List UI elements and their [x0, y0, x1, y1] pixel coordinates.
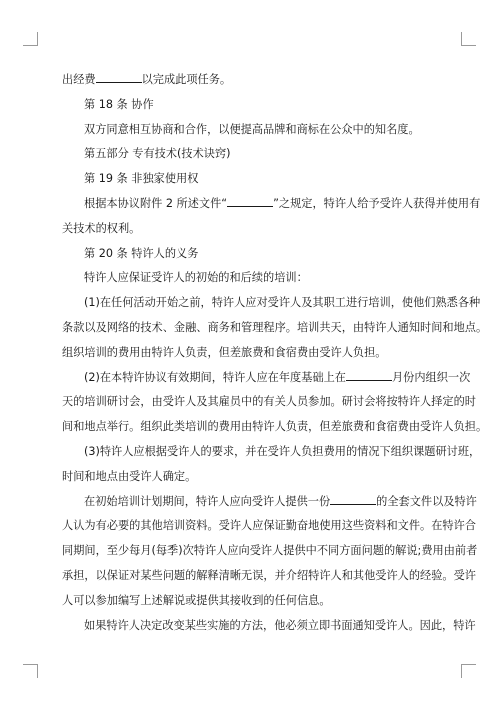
- paragraph-line: 条款以及网络的技术、金融、商务和管理程序。培训共天，由特许人通知时间和地点。: [62, 320, 488, 334]
- crop-mark-bottom-right: [461, 664, 462, 678]
- paragraph-line: 人认为有必要的其他培训资料。受许人应保证勤奋地使用这些资料和文件。在特许合: [62, 519, 476, 533]
- document-page: [62, 68, 488, 638]
- crop-mark-bottom-right: [461, 664, 476, 665]
- paragraph-line: 间和地点举行。组织此类培训的费用由特许人负责，但差旅费和食宿费由受许人负担。: [62, 420, 488, 434]
- paragraph: 特许人应保证受许人的初始的和后续的培训：: [84, 271, 308, 285]
- paragraph-line: 承担，以保证对某些问题的解释清晰无误，并介绍特许人和其他受许人的经验。受许: [62, 568, 476, 582]
- paragraph-line: 时间和地点由受许人确定。: [62, 469, 197, 483]
- crop-mark-top-right: [461, 32, 462, 46]
- fill-in-blank: [96, 71, 142, 83]
- crop-mark-bottom-left: [37, 664, 38, 678]
- article-heading: 第 18 条 协作: [84, 97, 154, 111]
- paragraph-line: 天的培训研讨会，由受许人及其雇员中的有关人员参加。研讨会将按特许人择定的时: [62, 395, 476, 409]
- paragraph-line: (3)特许人应根据受许人的要求，并在受许人负担费用的情况下组织课题研讨班，: [84, 444, 481, 458]
- paragraph-line: 如果特许人决定改变某些实施的方法，他必须立即书面通知受许人。因此，特许: [84, 618, 476, 632]
- article-heading: 第 20 条 特许人的义务: [84, 246, 199, 260]
- crop-mark-top-left: [23, 45, 38, 46]
- paragraph-line: 在初始培训计划期间，特许人应向受许人提供一份 的全套文件以及特许: [84, 494, 477, 508]
- paragraph-line: 组织培训的费用由特许人负责，但差旅费和食宿费由受许人负担。: [62, 345, 387, 359]
- fill-in-blank: [227, 195, 273, 207]
- paragraph-line: (2)在本特许协议有效期间，特许人应在年度基础上在 月份内组织一次: [84, 370, 471, 384]
- fill-in-blank: [346, 369, 392, 381]
- paragraph-line: 关技术的权利。: [62, 221, 141, 235]
- crop-mark-bottom-left: [23, 664, 38, 665]
- paragraph-line: 根据本协议附件 2 所述文件“ ”之规定，特许人给予受许人获得并使用有: [84, 196, 481, 210]
- crop-mark-top-left: [37, 32, 38, 46]
- paragraph: 双方同意相互协商和合作，以便提高品牌和商标在公众中的知名度。: [84, 122, 420, 136]
- paragraph-line: 出经费 以完成此项任务。: [62, 73, 232, 86]
- part-heading: 第五部分 专有技术(技术诀窍): [84, 147, 231, 161]
- fill-in-blank: [330, 493, 376, 505]
- crop-mark-top-right: [461, 45, 476, 46]
- paragraph-line: 同期间，至少每月(每季)次特许人应向受许人提供中不同方面问题的解说;费用由前者: [62, 544, 478, 558]
- article-heading: 第 19 条 非独家使用权: [84, 172, 199, 186]
- paragraph-line: (1)在任何活动开始之前，特许人应对受许人及其职工进行培训，使他们熟悉各种: [84, 296, 481, 310]
- paragraph-line: 人可以参加编写上述解说或提供其接收到的任何信息。: [62, 593, 331, 607]
